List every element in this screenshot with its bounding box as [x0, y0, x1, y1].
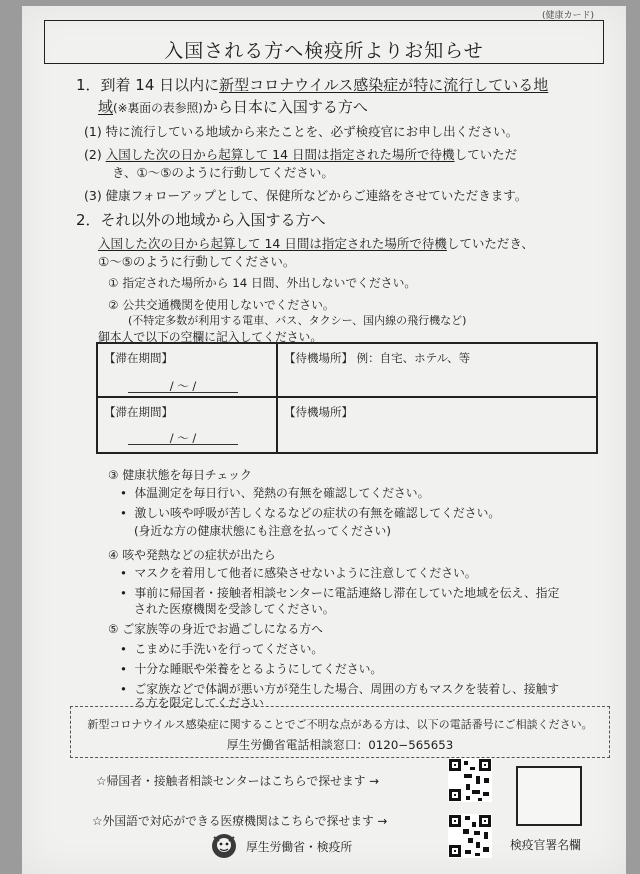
rule5-heading: ⑤ ご家族等の身近でお過ごしになる方へ [108, 622, 323, 636]
rule4-heading: ④ 咳や発熱などの症状が出たら [108, 548, 276, 562]
quarantine-mascot-icon [210, 832, 238, 860]
rule5-bullet1: • こまめに手洗いを行ってください。 [120, 642, 324, 656]
page-title: 入国される方へ検疫所よりお知らせ [164, 40, 484, 62]
stay-form-table [96, 342, 598, 454]
consult-center-qr-code[interactable] [448, 758, 492, 802]
rule3-bullet2: • 激しい咳や呼吸が苦しくなるなどの症状の有無を確認してください。 [120, 506, 501, 520]
rule3-bullet1: • 体温測定を毎日行い、発熱の有無を確認してください。 [120, 486, 430, 500]
rule2-note: (不特定多数が利用する電車、バス、タクシー、国内線の飛行機など) [128, 314, 467, 327]
section1-item1: (1) 特に流行している地域から来たことを、必ず検疫官にお申し出ください。 [84, 124, 519, 139]
rule4-bullet2: • 事前に帰国者・接触者相談センターに電話連絡し滞在していた地域を伝え、指定 [120, 586, 560, 600]
consult-center-link: ☆帰国者・接触者相談センターはこちらで探せます → [96, 774, 380, 788]
rule4-bullet1: • マスクを着用して他者に感染させないように注意してください。 [120, 566, 477, 580]
rule5-bullet3-cont: る方を限定してください [134, 696, 264, 710]
section1-item2-line1: (2) 入国した次の日から起算して 14 日間は指定された場所で待機していただ [84, 147, 518, 162]
inspector-signature-label: 検疫官署名欄 [510, 838, 581, 852]
section1-heading-line2: 域(※裏面の表参照)から日本に入国する方へ [98, 98, 368, 116]
form-intro: 御本人で以下の空欄に記入してください。 [98, 330, 323, 344]
wait-place-label-1: 【待機場所】 例：自宅、ホテル、等 [284, 351, 471, 365]
rule5-bullet2: • 十分な睡眠や栄養をとるようにしてください。 [120, 662, 383, 676]
medical-institution-qr-code[interactable] [448, 814, 492, 858]
rule4-bullet2-cont: された医療機関を受診してください。 [134, 602, 335, 616]
contact-line: 新型コロナウイルス感染症に関することでご不明な点がある方は、以下の電話番号にご相談ください。 [87, 718, 593, 731]
stay-period-label-2: 【滞在期間】 [104, 405, 173, 419]
section1-heading-line1: 1．到着 14 日以内に新型コロナウイルス感染症が特に流行している地 [76, 76, 549, 94]
rule3-note: (身近な方の健康状態にも注意を払ってください) [134, 524, 391, 538]
section2-intro-line2: ①〜⑤のように行動してください。 [98, 254, 296, 269]
stay-period-input-1[interactable]: / 〜 / [128, 378, 238, 393]
section1-item3: (3) 健康フォローアップとして、保健所などからご連絡をさせていただきます。 [84, 188, 528, 203]
medical-institution-link: ☆外国語で対応ができる医療機関はこちらで探せます → [92, 814, 388, 828]
section2-intro-line1: 入国した次の日から起算して 14 日間は指定された場所で待機していただき、 [98, 236, 534, 251]
inspector-signature-box[interactable] [516, 766, 582, 826]
stay-period-label-1: 【滞在期間】 [104, 351, 173, 365]
contact-phone: 厚生労働省電話相談窓口：0120−565653 [226, 738, 454, 752]
stay-period-input-2[interactable]: / 〜 / [128, 430, 238, 445]
rule2: ② 公共交通機関を使用しないでください。 [108, 298, 335, 312]
section2-heading: 2．それ以外の地域から入国する方へ [76, 211, 326, 229]
wait-place-label-2: 【待機場所】 [284, 405, 353, 419]
rule5-bullet3: • ご家族などで体調が悪い方が発生した場合、周囲の方もマスクを装着し、接触す [120, 682, 560, 696]
section1-item2-line2: き、①〜⑤のように行動してください。 [112, 165, 334, 180]
card-type-label: (健康カード) [542, 11, 595, 21]
rule1: ① 指定された場所から 14 日間、外出しないでください。 [108, 276, 417, 290]
rule3-heading: ③ 健康状態を毎日チェック [108, 468, 252, 482]
ministry-name: 厚生労働省・検疫所 [246, 840, 353, 854]
health-card-sheet [22, 6, 626, 874]
